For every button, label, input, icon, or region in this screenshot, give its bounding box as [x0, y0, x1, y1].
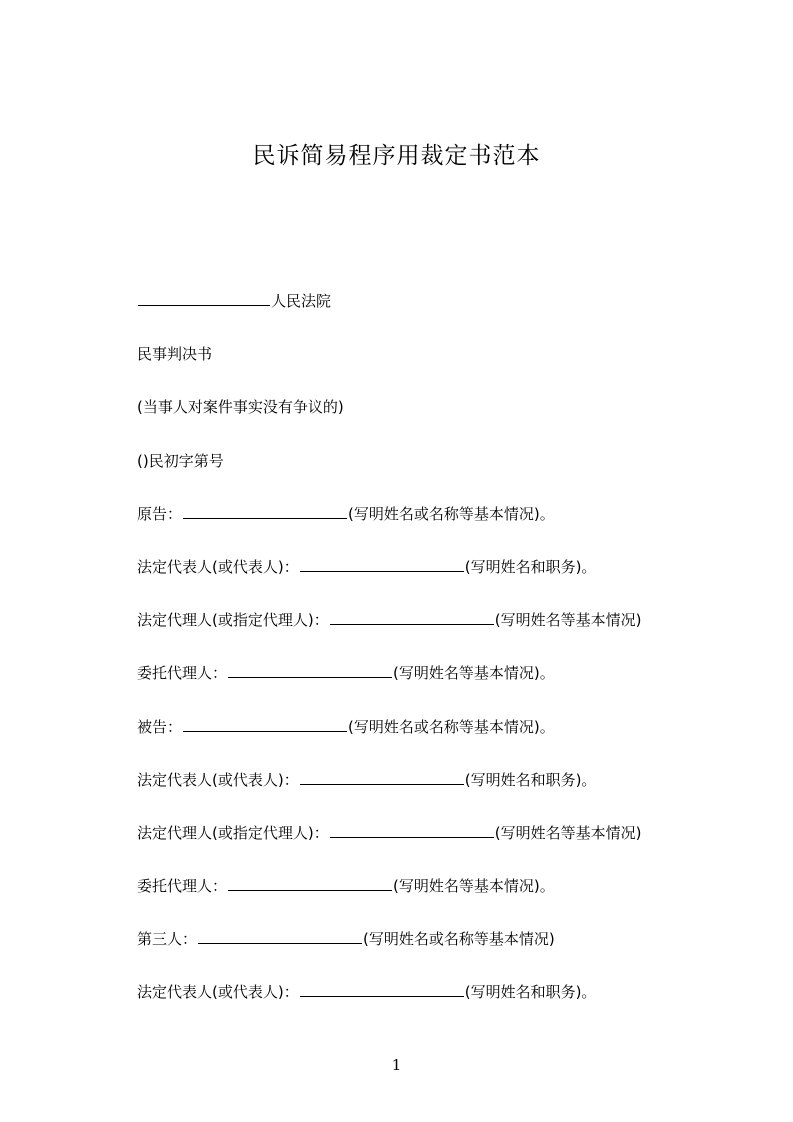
court-name-blank[interactable] — [138, 289, 270, 306]
page-number: 1 — [391, 1056, 402, 1074]
plaintiff-blank[interactable] — [183, 502, 347, 519]
judgment-type: 民事判决书 — [137, 345, 213, 364]
defendant-line — [137, 714, 737, 767]
plaintiff-entrusted-agent-line — [137, 660, 737, 713]
third-party-legal-rep-label: 法定代表人(或代表人)： — [137, 983, 299, 1002]
court-line — [137, 288, 737, 341]
judgment-type-line — [137, 341, 737, 394]
defendant-statutory-agent-suffix: (写明姓名等基本情况) — [494, 823, 642, 842]
defendant-legal-rep-suffix: (写明姓名和职务)。 — [464, 770, 597, 789]
third-party-line — [137, 926, 737, 979]
case-note: (当事人对案件事实没有争议的) — [137, 398, 344, 417]
defendant-label: 被告： — [137, 717, 183, 736]
defendant-statutory-agent-blank[interactable] — [330, 821, 494, 838]
plaintiff-entrusted-agent-blank[interactable] — [228, 661, 392, 678]
defendant-legal-rep-blank[interactable] — [300, 768, 464, 785]
plaintiff-legal-rep-blank[interactable] — [300, 555, 464, 572]
note-line — [137, 394, 737, 447]
plaintiff-legal-rep-label: 法定代表人(或代表人)： — [137, 557, 299, 576]
defendant-entrusted-agent-blank[interactable] — [228, 874, 392, 891]
case-number: ()民初字第号 — [137, 451, 224, 470]
plaintiff-line — [137, 501, 737, 554]
defendant-legal-rep-line — [137, 767, 737, 820]
defendant-statutory-agent-line — [137, 820, 737, 873]
third-party-label: 第三人： — [137, 930, 198, 949]
defendant-statutory-agent-label: 法定代理人(或指定代理人)： — [137, 823, 329, 842]
plaintiff-entrusted-agent-suffix: (写明姓名等基本情况)。 — [393, 664, 555, 683]
case-number-line — [137, 448, 737, 501]
plaintiff-entrusted-agent-label: 委托代理人： — [137, 664, 228, 683]
defendant-entrusted-agent-suffix: (写明姓名等基本情况)。 — [393, 877, 555, 896]
plaintiff-statutory-agent-blank[interactable] — [330, 608, 494, 625]
plaintiff-statutory-agent-line — [137, 607, 737, 660]
defendant-blank[interactable] — [183, 715, 347, 732]
plaintiff-legal-rep-line — [137, 554, 737, 607]
page-title: 民诉简易程序用裁定书范本 — [252, 143, 541, 169]
defendant-suffix: (写明姓名或名称等基本情况)。 — [348, 717, 555, 736]
third-party-suffix: (写明姓名或名称等基本情况) — [363, 930, 555, 949]
court-suffix: 人民法院 — [271, 292, 332, 310]
defendant-legal-rep-label: 法定代表人(或代表人)： — [137, 770, 299, 789]
plaintiff-label: 原告： — [137, 504, 183, 523]
third-party-legal-rep-blank[interactable] — [300, 980, 464, 997]
plaintiff-suffix: (写明姓名或名称等基本情况)。 — [348, 504, 555, 523]
plaintiff-statutory-agent-label: 法定代理人(或指定代理人)： — [137, 611, 329, 630]
third-party-legal-rep-suffix: (写明姓名和职务)。 — [464, 983, 597, 1002]
plaintiff-statutory-agent-suffix: (写明姓名等基本情况) — [494, 611, 642, 630]
defendant-entrusted-agent-label: 委托代理人： — [137, 877, 228, 896]
third-party-blank[interactable] — [198, 927, 362, 944]
defendant-entrusted-agent-line — [137, 873, 737, 926]
document-body — [137, 288, 737, 1033]
third-party-legal-rep-line — [137, 979, 737, 1032]
plaintiff-legal-rep-suffix: (写明姓名和职务)。 — [464, 557, 597, 576]
